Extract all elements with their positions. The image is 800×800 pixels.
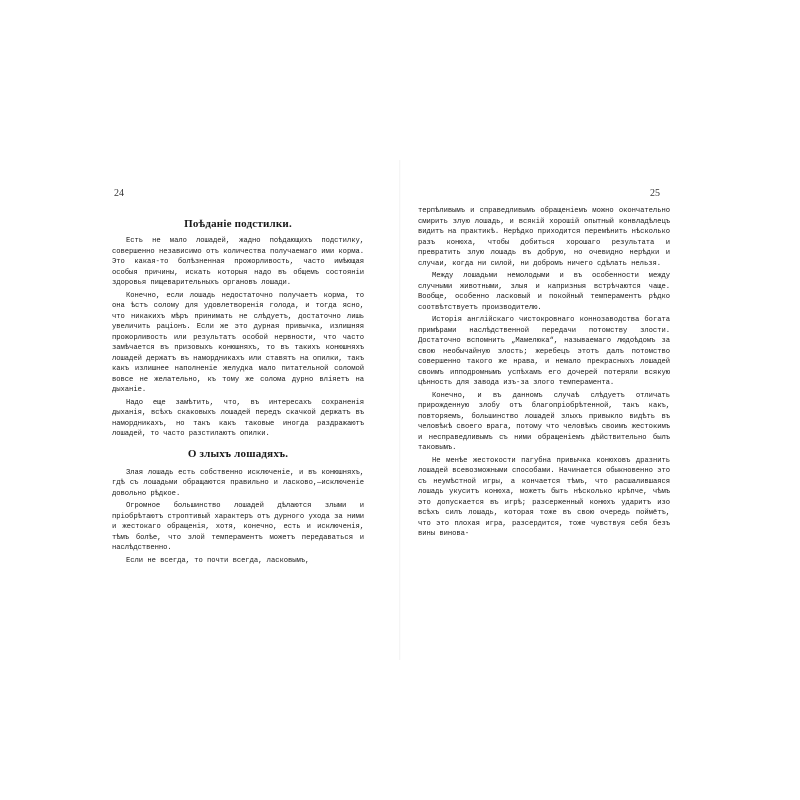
section-heading-bedding: Поѣданіе подстилки.: [184, 218, 292, 230]
book-gutter: [399, 160, 401, 660]
paragraph: Огромное большинство лошадей дѣлаются злыми и пріобрѣтаютъ строптивый характеръ отъ дурного ухода за ними и жестокаго обращенія, хотя, конечно, есть и исключенія, тѣмъ болѣе, что злой темпераментъ можетъ передаваться и наслѣдственно.: [112, 502, 364, 552]
left-page: [112, 190, 364, 610]
paragraph: Между лошадьми немолодыми и въ особенности между случными животными, злыя и капризныя встрѣчаются чаще. Вообще, особенно ласковый и покойный темпераментъ рѣдко соотвѣтствуетъ производителю.: [418, 272, 670, 312]
right-page-number: 25: [650, 188, 660, 199]
left-page-number: 24: [114, 188, 124, 199]
right-page: [418, 206, 670, 626]
paragraph: Надо еще замѣтить, что, въ интересахъ сохраненія дыханія, всѣхъ скаковыхъ лошадей передъ скачкой держатъ въ намордникахъ, но такъ какъ таковые иногда раздражаютъ лошадей, то часто разстилаютъ опилки.: [112, 398, 364, 438]
section-heading-vicious-horses: О злыхъ лошадяхъ.: [187, 447, 289, 460]
paragraph: Есть не мало лошадей, жадно поѣдающихъ подстилку, совершенно независимо отъ количества получаемаго ими корма. Это какая-то болѣзненная прожорливость, часто имѣющая особыя причины, искать которыя надо въ общемъ состояніи здоровья пищеварительныхъ органовъ лошади.: [112, 237, 364, 287]
paragraph: Исторія англійскаго чистокровнаго коннозаводства богата примѣрами наслѣдственной передачи потомству злости. Достаточно вспомнить „Мамелюка“, называемаго людоѣдомъ за свою необычайную злость; жеребецъ этотъ далъ потомство совершенно такого же нрава, и немало прекрасныхъ лошадей своимъ ипподромнымъ успѣхамъ его дочерей потеряли всякую цѣнность для завода изъ-за злого темперамента.: [418, 316, 670, 387]
paragraph: Конечно, если лошадь недостаточно получаетъ корма, то она ѣстъ солому для удовлетворенія голода, и тогда ясно, что никакихъ мѣръ принимать не слѣдуетъ, достаточно лишь увеличить раціонъ. Если же это дурная привычка, излишняя прожорливость или результатъ особой нервности, что часто замѣчается въ призовыхъ конюшняхъ, то въ такихъ конюшняхъ лошадей держатъ въ намордникахъ или ставятъ на опилки, такъ какъ излишнее наполненіе желудка мало питательной соломой вовсе не желательно, къ тому же солома дурно вліяетъ на дыханіе.: [112, 291, 364, 394]
paragraph: Злая лошадь есть собственно исключеніе, и въ конюшняхъ, гдѣ съ лошадьми обращаются правильно и ласково,—исключеніе довольно рѣдкое.: [112, 468, 364, 498]
paragraph: Если не всегда, то почти всегда, ласковымъ,: [126, 556, 310, 565]
paragraph: Конечно, и въ данномъ случаѣ слѣдуетъ отличать прирожденную злобу отъ благопріобрѣтенной, такъ какъ, повторяемъ, большинство лошадей злыхъ привыкло видѣть въ человѣкѣ своего врага, потому что человѣкъ своимъ жестокимъ и несправедливымъ съ ними обращеніемъ дѣйствительно былъ таковымъ.: [418, 391, 670, 452]
paragraph: терпѣливымъ и справедливымъ обращеніемъ можно окончательно смирить злую лошадь, и всякій хорошій опытный конвладѣлецъ видитъ на практикѣ. Нерѣдко приходится перемѣнить нѣсколько разъ конюха, чтобы добиться хорошаго результата и превратить злую лошадь въ добрую, но очевидно нерѣдки и случаи, когда ни силой, ни добромъ ничего сдѣлать нельзя.: [418, 207, 670, 268]
paragraph: Не менѣе жестокости пагубна привычка конюховъ дразнить лошадей всевозможными способами. Начинается обыкновенно это съ неумѣстной игры, а кончается тѣмъ, что расшалившаяся лошадь укуситъ конюха, можетъ быть нѣсколько крѣпче, чѣмъ это допускается въ игрѣ; разсерженный конюхъ ударитъ изо всѣхъ силъ лошадь, которая тоже въ свою очередь поймётъ, что это плохая игра, разсердится, тоже чувствуя себя безъ вины виновa-: [418, 456, 670, 538]
